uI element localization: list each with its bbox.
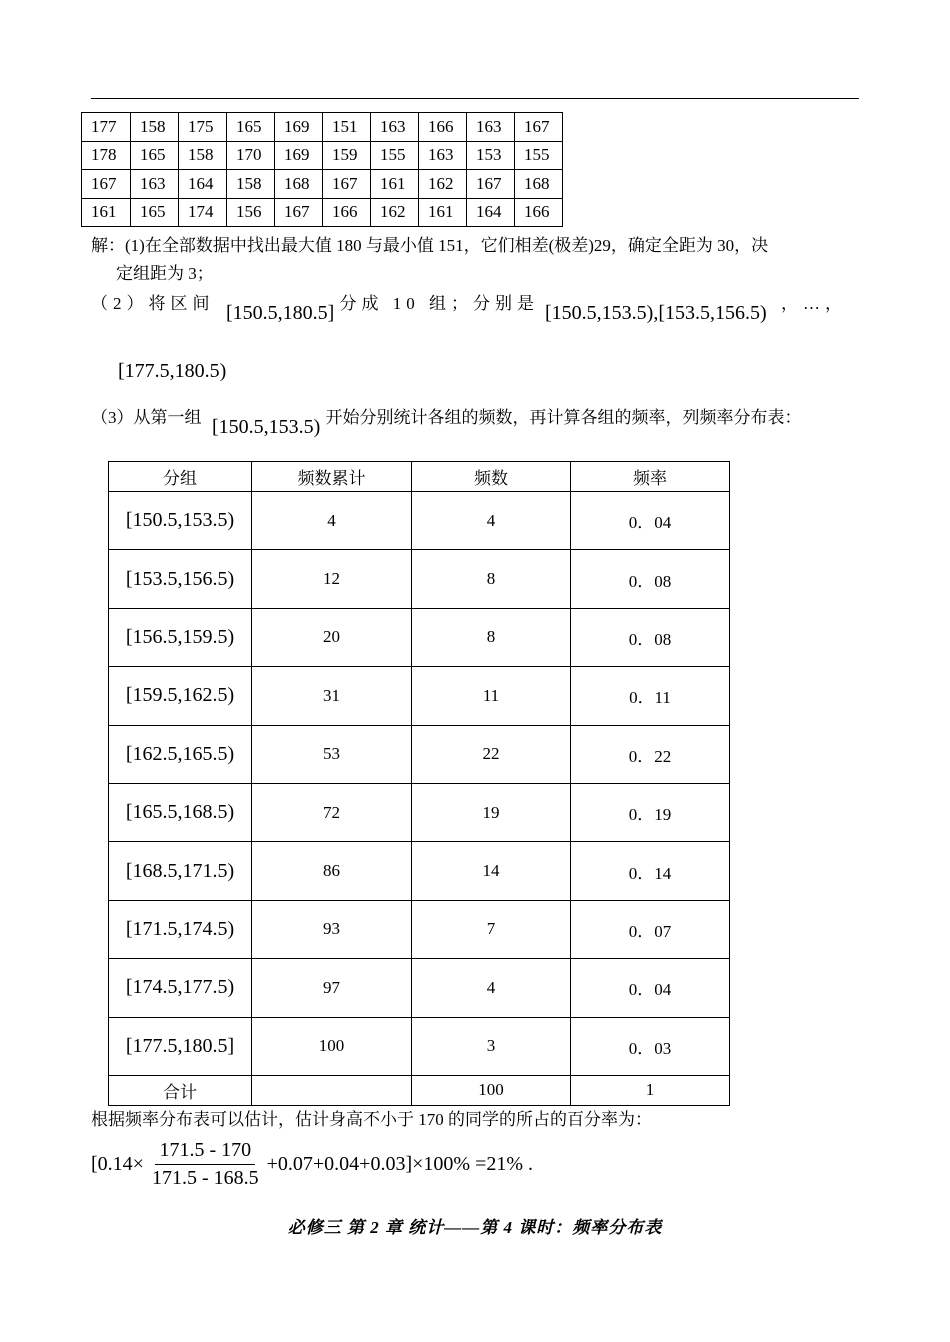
freq-row-cell: [171.5,174.5) <box>109 900 252 958</box>
raw-cell: 151 <box>323 113 371 142</box>
raw-cell: 166 <box>515 198 563 227</box>
raw-cell: 164 <box>179 170 227 199</box>
freq-total <box>109 1075 730 1105</box>
freq-row-cell: [153.5,156.5) <box>109 550 252 608</box>
freq-row-cell: 14 <box>412 842 571 900</box>
raw-cell: 155 <box>515 141 563 170</box>
raw-cell: 158 <box>131 113 179 142</box>
raw-cell: 166 <box>323 198 371 227</box>
page-footer: 必修三 第 2 章 统计——第 4 课时：频率分布表 <box>287 1218 663 1237</box>
raw-cell: 178 <box>82 141 131 170</box>
freq-row-cell: 53 <box>252 725 412 783</box>
freq-row-cell: 7 <box>412 900 571 958</box>
freq-header-cell: 频率 <box>571 462 730 492</box>
freq-row-cell: 4 <box>412 959 571 1017</box>
freq-row-cell: 4 <box>252 492 412 550</box>
freq-row <box>109 959 730 1017</box>
formula-lead: [0.14× <box>91 1152 144 1175</box>
raw-row <box>82 141 563 170</box>
freq-row <box>109 783 730 841</box>
freq-row-cell: 72 <box>252 783 412 841</box>
raw-cell: 161 <box>371 170 419 199</box>
freq-row-cell: 0．04 <box>571 492 730 550</box>
freq-row-cell: 8 <box>412 608 571 666</box>
raw-cell: 164 <box>467 198 515 227</box>
freq-row <box>109 900 730 958</box>
raw-cell: 168 <box>515 170 563 199</box>
freq-row-cell: 0．08 <box>571 550 730 608</box>
raw-cell: 163 <box>131 170 179 199</box>
freq-row <box>109 725 730 783</box>
step2-prefix: （2）将区间 <box>91 294 215 313</box>
raw-cell: 161 <box>419 198 467 227</box>
freq-row-cell: 22 <box>412 725 571 783</box>
freq-row-cell: 20 <box>252 608 412 666</box>
freq-row-cell: 100 <box>252 1017 412 1075</box>
freq-row <box>109 1017 730 1075</box>
freq-row-cell: 0．22 <box>571 725 730 783</box>
freq-row-cell: 11 <box>412 667 571 725</box>
solution-step1-cont: 定组距为 3； <box>116 264 214 283</box>
freq-row-cell: [162.5,165.5) <box>109 725 252 783</box>
raw-cell: 153 <box>467 141 515 170</box>
freq-row-cell: [159.5,162.5) <box>109 667 252 725</box>
freq-row-cell: 0．07 <box>571 900 730 958</box>
raw-cell: 166 <box>419 113 467 142</box>
freq-row-cell: 12 <box>252 550 412 608</box>
raw-cell: 174 <box>179 198 227 227</box>
freq-total-cell: 100 <box>412 1075 571 1105</box>
raw-row <box>82 113 563 142</box>
raw-cell: 167 <box>275 198 323 227</box>
freq-row-cell: 93 <box>252 900 412 958</box>
step2-intervals: [150.5,153.5),[153.5,156.5) <box>545 302 767 324</box>
step3-suffix: 开始分别统计各组的频数，再计算各组的频率，列频率分布表： <box>325 408 802 427</box>
fraction-numerator: 171.5 - 170 <box>155 1139 255 1165</box>
raw-cell: 158 <box>227 170 275 199</box>
raw-cell: 167 <box>515 113 563 142</box>
step3-prefix: （3）从第一组 <box>91 408 202 427</box>
freq-header <box>109 462 730 492</box>
freq-header-cell: 频数累计 <box>252 462 412 492</box>
freq-row-cell: 31 <box>252 667 412 725</box>
raw-cell: 169 <box>275 113 323 142</box>
freq-total-cell: 合计 <box>109 1075 252 1105</box>
freq-row-cell: 0．04 <box>571 959 730 1017</box>
freq-row-cell: [165.5,168.5) <box>109 783 252 841</box>
step2-last-interval: [177.5,180.5) <box>118 360 227 382</box>
raw-cell: 177 <box>82 113 131 142</box>
step2-interval: [150.5,180.5] <box>226 302 335 324</box>
freq-row <box>109 667 730 725</box>
freq-row <box>109 842 730 900</box>
freq-row-cell: 0．08 <box>571 608 730 666</box>
raw-cell: 165 <box>131 198 179 227</box>
freq-row-cell: [177.5,180.5] <box>109 1017 252 1075</box>
freq-row-cell: [150.5,153.5) <box>109 492 252 550</box>
freq-row-cell: 19 <box>412 783 571 841</box>
freq-row-cell: 0．19 <box>571 783 730 841</box>
raw-cell: 159 <box>323 141 371 170</box>
freq-header-cell: 频数 <box>412 462 571 492</box>
freq-total-cell <box>252 1075 412 1105</box>
raw-cell: 167 <box>323 170 371 199</box>
raw-cell: 170 <box>227 141 275 170</box>
raw-data-table <box>81 112 563 227</box>
freq-row <box>109 492 730 550</box>
raw-cell: 163 <box>419 141 467 170</box>
freq-row-cell: 0．03 <box>571 1017 730 1075</box>
solution-step3 <box>91 404 802 432</box>
freq-row-cell: 8 <box>412 550 571 608</box>
raw-cell: 165 <box>131 141 179 170</box>
solution-step1: 解：(1)在全部数据中找出最大值 180 与最小值 151，它们相差(极差)29，确定全距为 30，决 <box>91 236 769 255</box>
raw-cell: 161 <box>82 198 131 227</box>
raw-cell: 163 <box>467 113 515 142</box>
freq-row-cell: 0．11 <box>571 667 730 725</box>
freq-header-cell: 分组 <box>109 462 252 492</box>
estimate-formula <box>91 1134 533 1194</box>
fraction-denominator: 171.5 - 168.5 <box>151 1166 259 1189</box>
formula-fraction <box>148 1139 263 1190</box>
freq-row <box>109 550 730 608</box>
header-rule <box>91 98 859 99</box>
step2-mid: 分成 10 组；分别是 <box>339 294 539 313</box>
freq-row-cell: [168.5,171.5) <box>109 842 252 900</box>
freq-row-cell: [174.5,177.5) <box>109 959 252 1017</box>
step2-ellipsis: ，…， <box>781 294 847 313</box>
raw-cell: 169 <box>275 141 323 170</box>
formula-tail: +0.07+0.04+0.03]×100% =21% . <box>266 1152 534 1175</box>
freq-row-cell: 97 <box>252 959 412 1017</box>
raw-cell: 167 <box>82 170 131 199</box>
raw-cell: 155 <box>371 141 419 170</box>
raw-cell: 156 <box>227 198 275 227</box>
freq-row-cell: 3 <box>412 1017 571 1075</box>
freq-row-cell: 0．14 <box>571 842 730 900</box>
freq-row-cell: 86 <box>252 842 412 900</box>
raw-cell: 163 <box>371 113 419 142</box>
freq-row <box>109 608 730 666</box>
raw-cell: 162 <box>371 198 419 227</box>
raw-row <box>82 198 563 227</box>
raw-cell: 158 <box>179 141 227 170</box>
freq-total-cell: 1 <box>571 1075 730 1105</box>
step3-interval: [150.5,153.5) <box>212 416 321 438</box>
raw-cell: 168 <box>275 170 323 199</box>
raw-cell: 175 <box>179 113 227 142</box>
freq-row-cell: 4 <box>412 492 571 550</box>
freq-row-cell: [156.5,159.5) <box>109 608 252 666</box>
frequency-table <box>108 461 730 1106</box>
raw-row <box>82 170 563 199</box>
raw-cell: 162 <box>419 170 467 199</box>
raw-cell: 165 <box>227 113 275 142</box>
estimate-text: 根据频率分布表可以估计，估计身高不小于 170 的同学的所占的百分率为： <box>91 1110 652 1129</box>
raw-cell: 167 <box>467 170 515 199</box>
